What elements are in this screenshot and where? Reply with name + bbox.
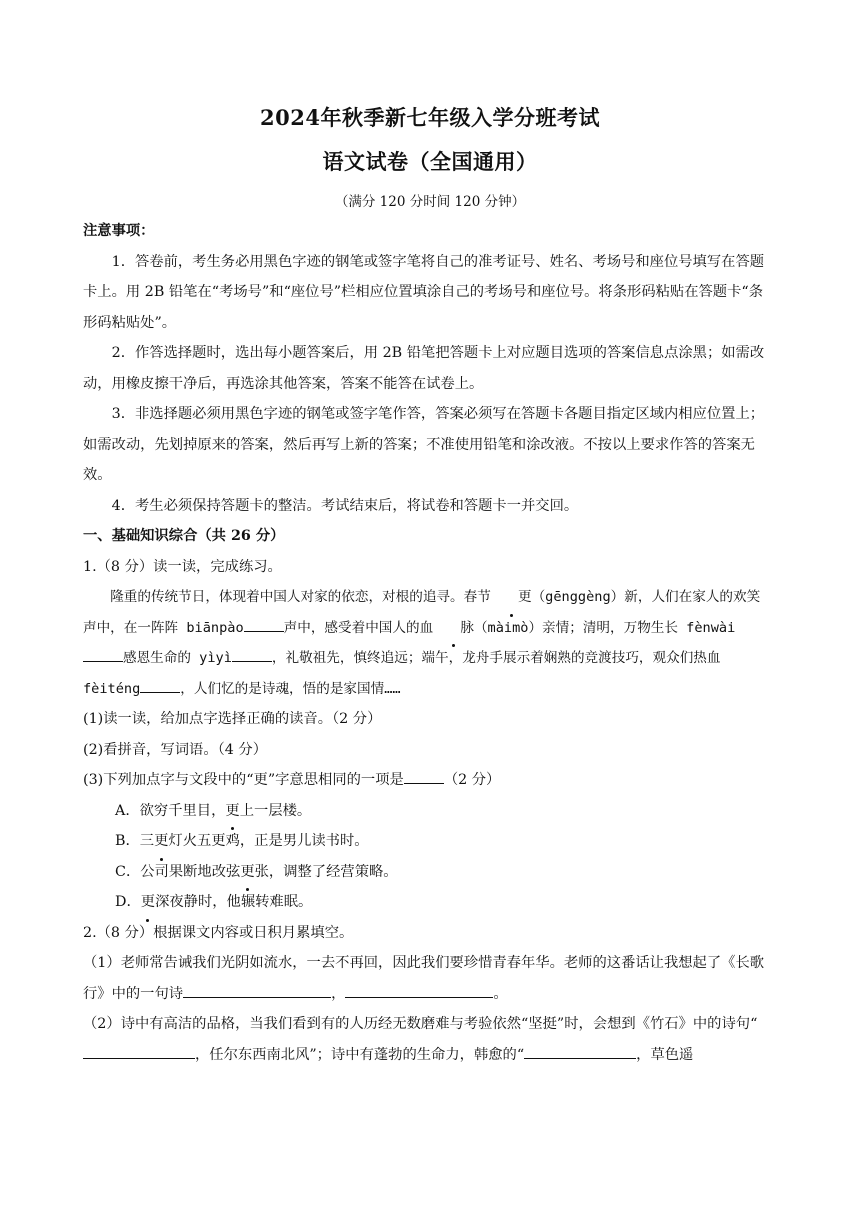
answer-blank[interactable] (232, 647, 272, 662)
answer-blank[interactable] (183, 983, 331, 998)
notice-item-1: 1．答卷前，考生务必用黑色字迹的钢笔或签字笔将自己的准考证号、姓名、考场号和座位号填写在答题卡上。用 2B 铅笔在“考场号”和“座位号”栏相应位置填涂自己的考场号和座位号。将条形码粘贴在答题卡“条形码粘贴处”。 (83, 253, 765, 331)
question-text: （2）诗中有高洁的品格，当我们看到有的人历经无数磨难与考验依然“坚挺”时，会想到《竹石》中的诗句“ (83, 1016, 758, 1032)
notice-heading: 注意事项： (83, 223, 155, 239)
option-b[interactable] (83, 826, 773, 857)
option-d[interactable] (83, 887, 773, 918)
dotted-char: 更 (225, 796, 239, 827)
question-1-stem: 1.（8 分）读一读，完成练习。 (83, 558, 282, 575)
question-text: （1）老师常告诫我们光阴如流水，一去不再回，因此我们要珍惜青春年华。老师的这番话让我想起了《长歌行》中的一句诗 (83, 955, 765, 1002)
dotted-char: 更 (154, 826, 168, 857)
answer-blank[interactable] (404, 769, 444, 784)
question-text: ， (331, 985, 346, 1002)
exam-subtitle: 语文试卷（全国通用） (322, 149, 538, 174)
exam-title: 2024年秋季新七年级入学分班考试 (260, 105, 600, 130)
sub-question-2: (2)看拼音，写词语。（4 分） (83, 741, 268, 758)
notice-item-4: 4．考生必须保持答题卡的整洁。考试结束后，将试卷和答题卡一并交回。 (111, 497, 579, 514)
answer-blank[interactable] (83, 1044, 195, 1059)
answer-blank[interactable] (83, 647, 123, 662)
reading-passage (83, 582, 773, 704)
answer-blank[interactable] (345, 983, 493, 998)
option-a[interactable] (83, 796, 773, 827)
dotted-char: 更 (240, 857, 254, 888)
passage-text: 感恩生命的 yìyì (123, 650, 232, 666)
question-2-part-2 (83, 1009, 773, 1070)
sub-question-3 (83, 765, 773, 796)
dotted-char: 脉 (433, 613, 474, 644)
option-text: C．公司果断地改弦 (115, 863, 241, 880)
option-text: B．三 (115, 833, 155, 849)
answer-blank[interactable] (140, 678, 180, 693)
answer-blank[interactable] (244, 617, 284, 632)
exam-body (83, 216, 773, 1070)
passage-text: ，人们忆的是诗魂，悟的是家国情…… (180, 680, 401, 697)
question-2-part-1 (83, 948, 773, 1009)
passage-text: ，礼敬祖先，慎终追远；端午，龙舟手展示着娴熟的竞渡技巧，观众们热血 fèiténg (83, 650, 721, 697)
passage-text: 声中，感受着中国人的血 (283, 619, 434, 636)
answer-blank[interactable] (524, 1044, 636, 1059)
question-text: ，任尔东西南北风”；诗中有蓬勃的生命力，韩愈的“ (195, 1046, 525, 1063)
passage-text: （màimò）亲情；清明，万物生长 fènwài (473, 619, 736, 636)
option-text: D． (115, 894, 141, 910)
score-time-note: （满分 120 分时间 120 分钟） (334, 194, 526, 210)
option-text: 张，调整了经营策略。 (254, 863, 398, 880)
sub-question-1: (1)读一读，给加点字选择正确的读音。（2 分） (83, 711, 382, 727)
sub-question-3-text: (3)下列加点字与文段中的“更”字意思相同的一项是 (83, 772, 404, 788)
passage-text: （gēnggèng）新，人们在家人的欢笑声中，在一阵阵 biānpào (83, 589, 761, 636)
option-text: 上一层楼。 (239, 802, 312, 819)
question-text: ，草色遥 (636, 1046, 694, 1063)
option-text: 灯火五更鸡，正是男儿读书时。 (168, 833, 369, 849)
option-text: 深夜静时，他辗转难眠。 (155, 894, 313, 910)
passage-text: 隆重的传统节日，体现着中国人对家的依恋，对根的追寻。春节 (110, 589, 491, 605)
sub-question-3-points: （2 分） (443, 772, 501, 788)
option-text: A．欲穷千里目， (115, 802, 226, 819)
question-2-stem: 2.（8 分）根据课文内容或日积月累填空。 (83, 924, 354, 941)
question-text: 。 (493, 985, 508, 1002)
dotted-char: 更 (141, 887, 155, 918)
option-c[interactable] (83, 857, 773, 888)
section-heading: 一、基础知识综合（共 26 分） (83, 528, 285, 544)
dotted-char: 更 (491, 582, 532, 613)
notice-item-3: 3．非选择题必须用黑色字迹的钢笔或签字笔作答，答案必须写在答题卡各题目指定区域内相应位置上；如需改动，先划掉原来的答案，然后再写上新的答案；不准使用铅笔和涂改液。不按以上要求作答的答案无效。 (83, 406, 765, 483)
notice-item-2: 2．作答选择题时，选出每小题答案后，用 2B 铅笔把答题卡上对应题目选项的答案信息点涂黑；如需改动，用橡皮擦干净后，再选涂其他答案，答案不能答在试卷上。 (83, 345, 765, 392)
